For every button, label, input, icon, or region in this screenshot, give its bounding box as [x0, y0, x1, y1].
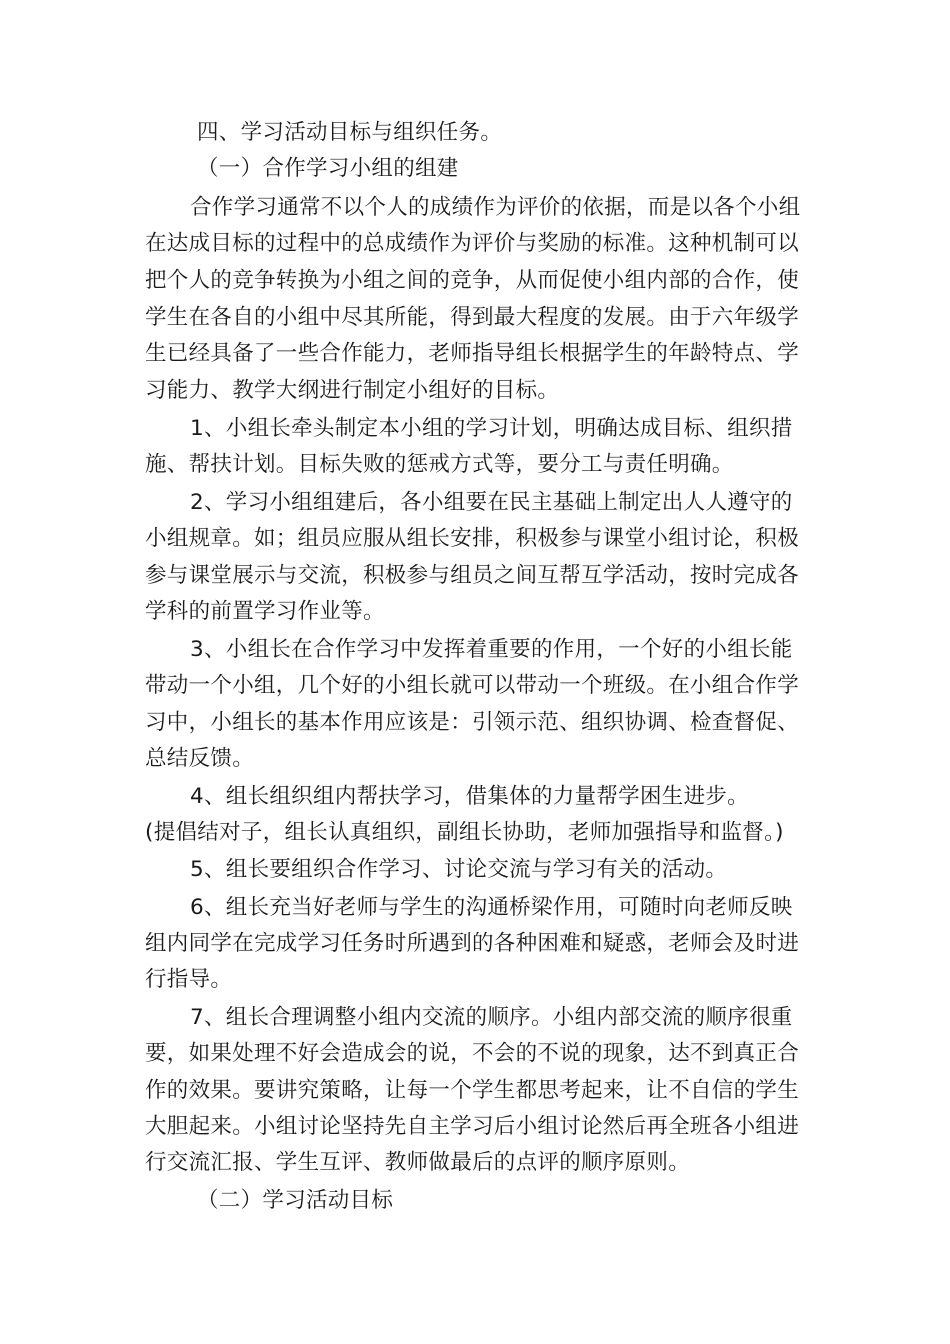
item-3-line: 习中，小组长的基本作用应该是：引领示范、组织协调、检查督促、 [145, 710, 800, 735]
item-1-line: 施、帮扶计划。目标失败的惩戒方式等，要分工与责任明确。 [145, 452, 734, 477]
item-7-line: 作的效果。要讲究策略，让每一个学生都思考起来，让不自信的学生 [145, 1078, 800, 1103]
section-title: 四、学习活动目标与组织任务。 [197, 120, 503, 145]
item-2-line: 小组规章。如；组员应服从组长安排，积极参与课堂小组讨论，积极 [145, 526, 800, 551]
item-1-line: 1、小组长牵头制定本小组的学习计划，明确达成目标、组织措 [190, 416, 793, 441]
intro-line: 习能力、教学大纲进行制定小组好的目标。 [145, 378, 560, 403]
intro-line: 把个人的竞争转换为小组之间的竞争，从而促使小组内部的合作，使 [145, 268, 800, 293]
item-5-line: 5、组长要组织合作学习、讨论交流与学习有关的活动。 [190, 857, 728, 882]
item-7-line: 行交流汇报、学生互评、教师做最后的点评的顺序原则。 [145, 1150, 691, 1175]
subsection-2-title: （二）学习活动目标 [197, 1188, 394, 1213]
intro-line: 学生在各自的小组中尽其所能，得到最大程度的发展。由于六年级学 [145, 305, 800, 330]
item-4-line: 4、组长组织组内帮扶学习，借集体的力量帮学困生进步。 [190, 784, 749, 809]
item-7-line: 7、组长合理调整小组内交流的顺序。小组内部交流的顺序很重 [190, 1005, 793, 1030]
intro-line: 生已经具备了一些合作能力，老师指导组长根据学生的年龄特点、学 [145, 341, 800, 366]
item-4-note: (提倡结对子，组长认真组织，副组长协助，老师加强指导和监督。) [145, 820, 784, 845]
subsection-1-title: （一）合作学习小组的组建 [197, 156, 459, 181]
item-6-line: 行指导。 [145, 967, 233, 992]
item-6-line: 组内同学在完成学习任务时所遇到的各种困难和疑惑，老师会及时进 [145, 931, 800, 956]
item-7-line: 要，如果处理不好会造成会的说，不会的不说的现象，达不到真正合 [145, 1041, 800, 1066]
item-7-line: 大胆起来。小组讨论坚持先自主学习后小组讨论然后再全班各小组进 [145, 1114, 800, 1139]
item-3-line: 总结反馈。 [145, 746, 255, 771]
intro-line: 在达成目标的过程中的总成绩作为评价与奖励的标准。这种机制可以 [145, 231, 800, 256]
item-3-line: 3、小组长在合作学习中发挥着重要的作用，一个好的小组长能 [190, 637, 793, 662]
item-2-line: 学科的前置学习作业等。 [145, 599, 385, 624]
item-3-line: 带动一个小组，几个好的小组长就可以带动一个班级。在小组合作学 [145, 673, 800, 698]
item-2-line: 参与课堂展示与交流，积极参与组员之间互帮互学活动，按时完成各 [145, 563, 800, 588]
intro-line: 合作学习通常不以个人的成绩作为评价的依据，而是以各个小组 [190, 195, 801, 220]
item-6-line: 6、组长充当好老师与学生的沟通桥梁作用，可随时向老师反映 [190, 895, 793, 920]
item-2-line: 2、学习小组组建后，各小组要在民主基础上制定出人人遵守的 [190, 490, 793, 515]
